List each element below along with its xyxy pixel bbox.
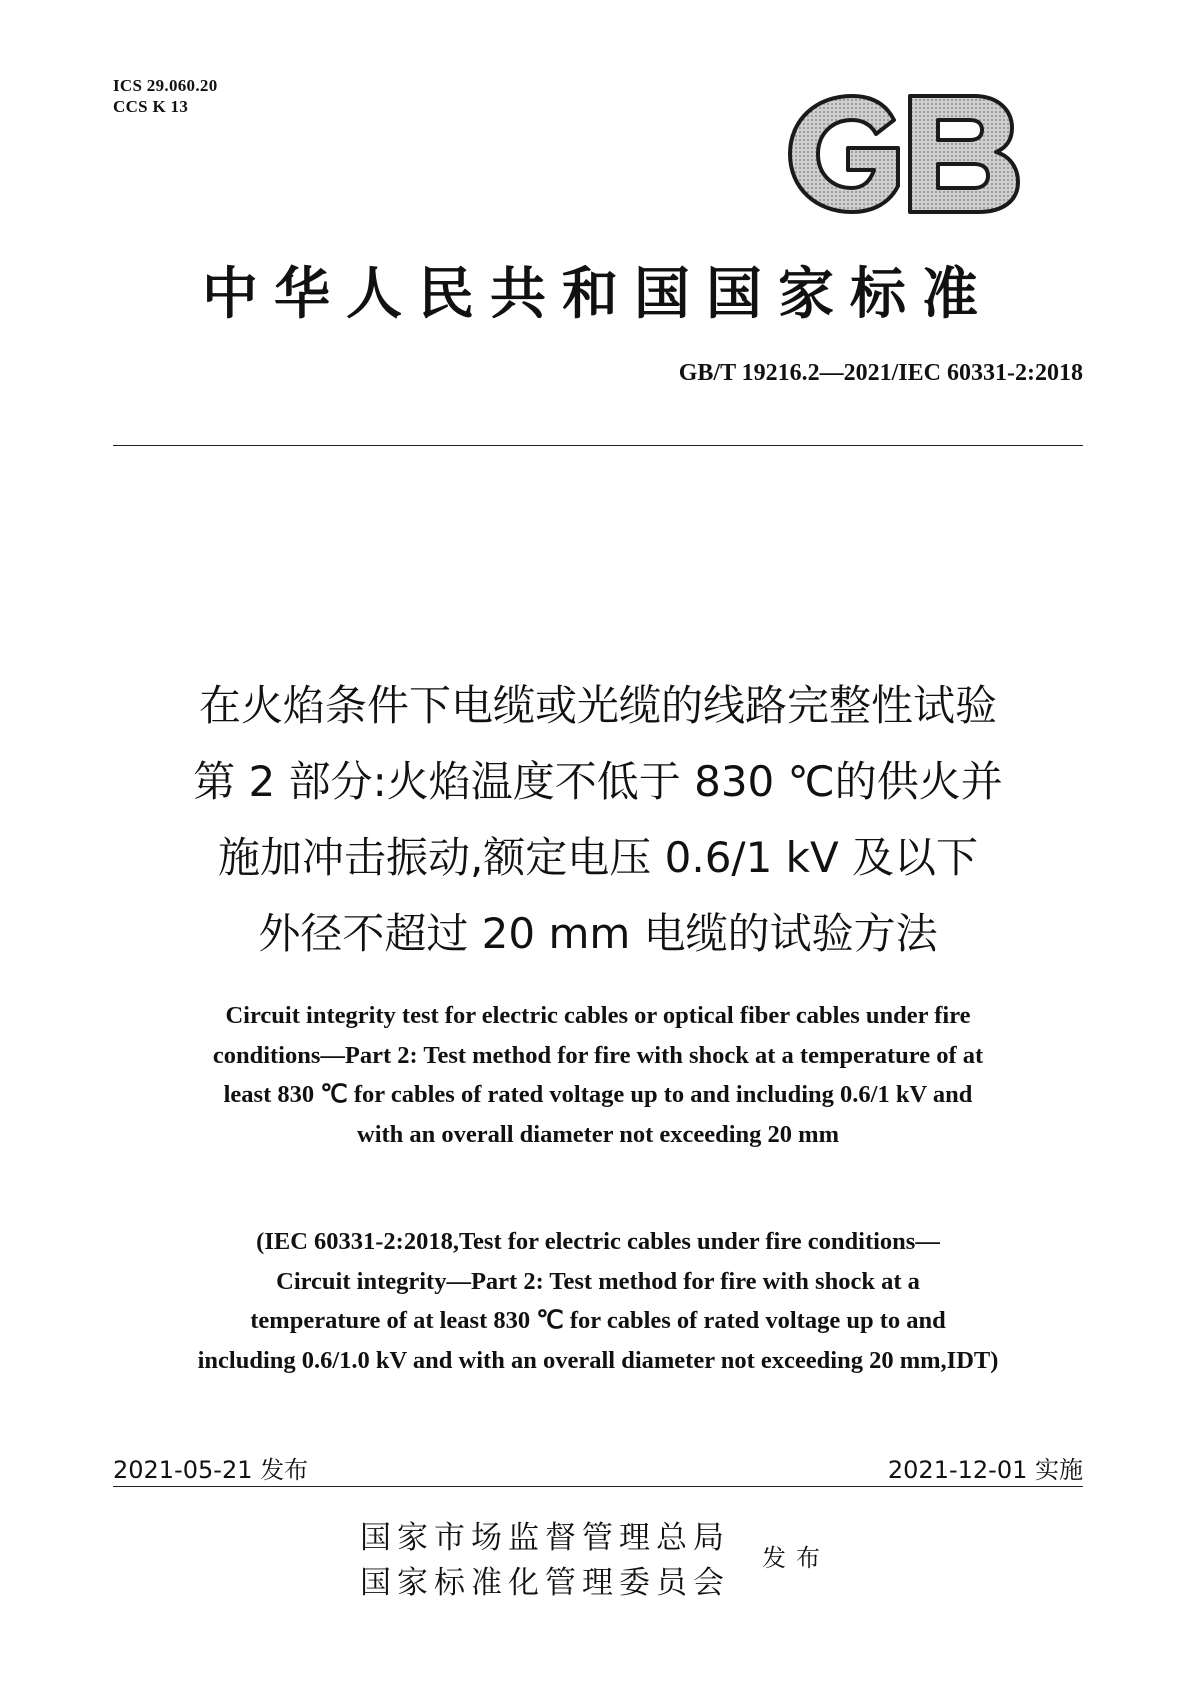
ccs-code: CCS K 13: [113, 97, 189, 116]
chinese-title-line: 在火焰条件下电缆或光缆的线路完整性试验: [198, 681, 997, 730]
chinese-title: [100, 668, 1096, 972]
english-title-line: with an overall diameter not exceeding 20 mm: [357, 1120, 839, 1148]
publisher-samr: 国家市场监督管理总局: [360, 1520, 730, 1556]
iec-reference-line: (IEC 60331-2:2018,Test for electric cables under fire conditions—: [256, 1228, 940, 1255]
top-divider: [113, 445, 1083, 446]
chinese-title-line: 施加冲击振动,额定电压 0.6/1 kV 及以下: [217, 833, 979, 882]
iec-reference-line: temperature of at least 830 ℃ for cables of rated voltage up to and: [250, 1307, 946, 1334]
gb-logo: [782, 90, 1022, 218]
bottom-divider: [113, 1486, 1083, 1487]
iec-reference-line: Circuit integrity—Part 2: Test method for fire with shock at a: [276, 1267, 920, 1295]
english-title-line: least 830 ℃ for cables of rated voltage up to and including 0.6/1 kV and: [223, 1081, 973, 1108]
ics-code: ICS 29.060.20: [113, 76, 218, 95]
national-standard-title: 中华人民共和国国家标准: [202, 262, 994, 327]
chinese-title-line: 外径不超过 20 mm 电缆的试验方法: [258, 909, 938, 958]
standard-number: GB/T 19216.2—2021/IEC 60331-2:2018: [678, 360, 1083, 386]
publisher-sac: 国家标准化管理委员会: [360, 1565, 730, 1601]
implementation-date: 2021-12-01 实施: [887, 1456, 1083, 1484]
chinese-title-line: 第 2 部分:火焰温度不低于 830 ℃的供火并: [193, 757, 1003, 806]
publish-label: 发布: [762, 1544, 830, 1572]
iec-reference: [100, 1222, 1096, 1380]
iec-reference-line: including 0.6/1.0 kV and with an overall diameter not exceeding 20 mm,IDT): [197, 1346, 999, 1374]
english-title: [100, 996, 1096, 1154]
english-title-line: conditions—Part 2: Test method for fire with shock at a temperature of at: [212, 1041, 984, 1069]
issue-date: 2021-05-21 发布: [113, 1456, 309, 1484]
english-title-line: Circuit integrity test for electric cables or optical fiber cables under fire: [225, 1002, 971, 1029]
